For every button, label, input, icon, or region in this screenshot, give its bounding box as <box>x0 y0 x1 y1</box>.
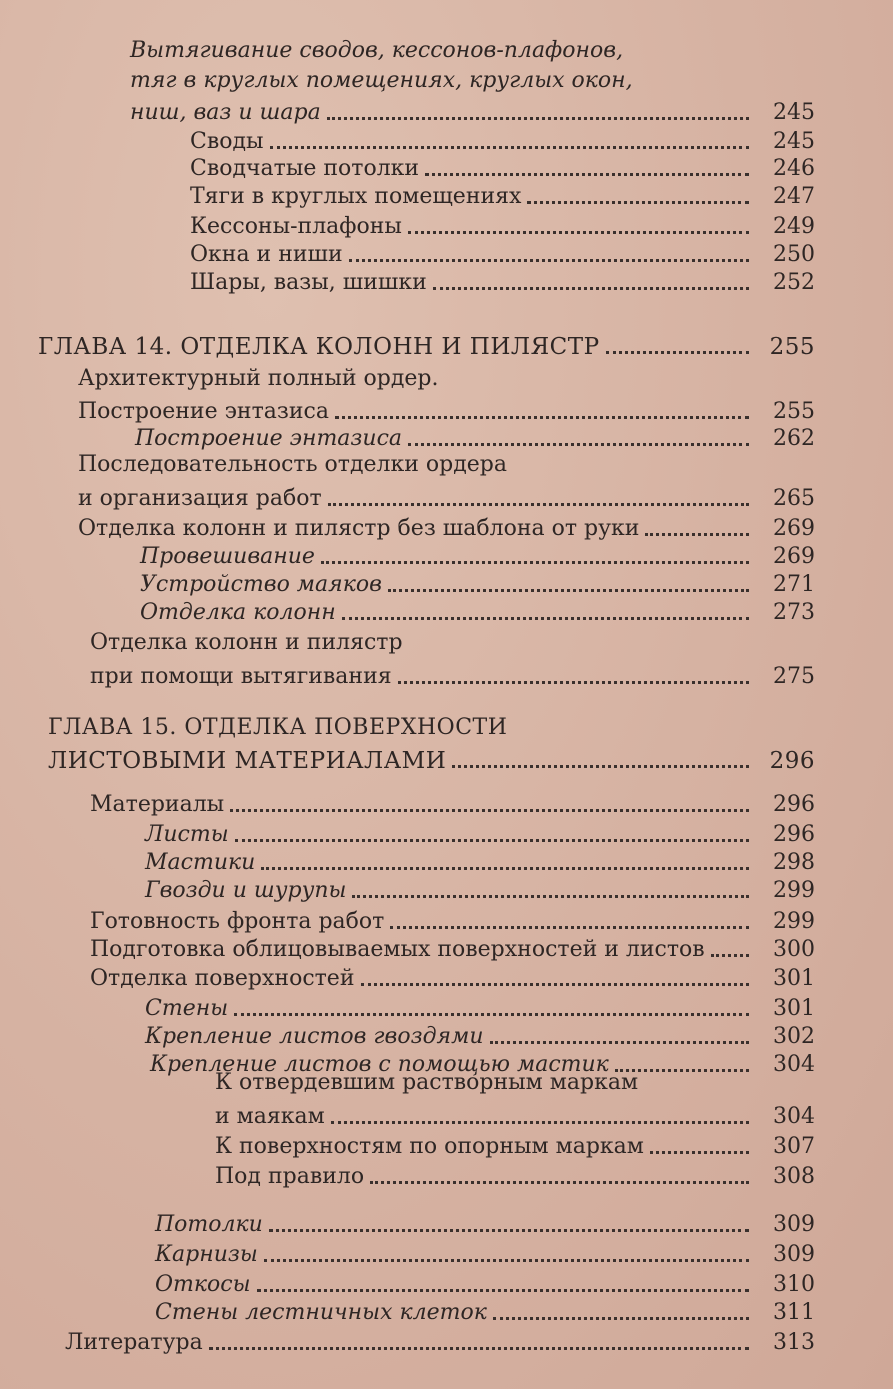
toc-entry[interactable] <box>145 992 815 1022</box>
toc-entry[interactable] <box>78 482 815 512</box>
toc-entry-title: Готовность фронта работ <box>90 909 385 934</box>
dot-leader <box>425 173 749 176</box>
toc-entry[interactable] <box>145 874 815 904</box>
toc-entry[interactable] <box>145 846 815 876</box>
toc-entry[interactable] <box>90 905 815 935</box>
toc-entry-title: Карнизы <box>155 1242 258 1267</box>
toc-entry-title: Крепление листов гвоздями <box>145 1024 484 1049</box>
dot-leader <box>234 1013 749 1016</box>
toc-entry-title: Литература <box>65 1330 203 1355</box>
toc-entry[interactable] <box>90 788 815 818</box>
toc-entry[interactable] <box>155 1296 815 1326</box>
toc-entry-page-number: 300 <box>773 937 815 962</box>
toc-entry[interactable] <box>140 596 815 626</box>
toc-entry[interactable] <box>190 180 815 210</box>
toc-entry-page-number: 304 <box>773 1104 815 1129</box>
toc-entry-title: Потолки <box>155 1212 263 1237</box>
toc-entry-page-number: 309 <box>773 1242 815 1267</box>
toc-entry[interactable] <box>90 933 815 963</box>
toc-entry[interactable] <box>140 540 815 570</box>
toc-entry-page-number: 310 <box>773 1272 815 1297</box>
toc-entry-page-number: 299 <box>773 909 815 934</box>
dot-leader <box>433 287 749 290</box>
toc-line: К отвердевшим растворным маркам <box>215 1070 639 1095</box>
toc-entry-title: Откосы <box>155 1272 251 1297</box>
dot-leader <box>209 1347 749 1350</box>
toc-entry[interactable] <box>190 266 815 296</box>
toc-entry[interactable] <box>145 1020 815 1050</box>
dot-leader <box>645 533 749 536</box>
toc-entry-title: Тяги в круглых помещениях <box>190 184 522 209</box>
toc-entry-page-number: 296 <box>773 792 815 817</box>
dot-leader <box>650 1151 749 1154</box>
dot-leader <box>490 1041 750 1044</box>
toc-entry-title: Провешивание <box>140 544 315 569</box>
dot-leader <box>335 416 749 419</box>
dot-leader <box>527 201 749 204</box>
toc-entry-title: Построение энтазиса <box>78 399 329 424</box>
dot-leader <box>615 1069 749 1072</box>
toc-entry-page-number: 250 <box>773 242 815 267</box>
dot-leader <box>606 351 749 354</box>
toc-entry-page-number: 311 <box>773 1300 815 1325</box>
toc-entry-page-number: 269 <box>773 516 815 541</box>
toc-entry-title: при помощи вытягивания <box>90 664 392 689</box>
dot-leader <box>408 443 749 446</box>
toc-entry[interactable] <box>140 568 815 598</box>
toc-entry-title: К поверхностям по опорным маркам <box>215 1134 644 1159</box>
toc-entry[interactable] <box>78 395 815 425</box>
dot-leader <box>398 681 749 684</box>
toc-entry-title: ЛИСТОВЫМИ МАТЕРИАЛАМИ <box>48 748 447 774</box>
toc-entry[interactable] <box>155 1268 815 1298</box>
toc-entry[interactable] <box>190 125 815 155</box>
toc-entry-page-number: 299 <box>773 878 815 903</box>
toc-entry-title: Мастики <box>145 850 256 875</box>
toc-entry[interactable] <box>215 1100 815 1130</box>
dot-leader <box>388 589 749 592</box>
toc-entry-page-number: 262 <box>773 426 815 451</box>
toc-entry-title: Отделка поверхностей <box>90 966 355 991</box>
toc-line: Архитектурный полный ордер. <box>78 366 439 391</box>
dot-leader <box>264 1259 749 1262</box>
toc-entry-page-number: 269 <box>773 544 815 569</box>
toc-entry-page-number: 308 <box>773 1164 815 1189</box>
dot-leader <box>269 1229 749 1232</box>
toc-entry-page-number: 265 <box>773 486 815 511</box>
dot-leader <box>342 617 749 620</box>
toc-entry-page-number: 296 <box>773 822 815 847</box>
toc-entry-page-number: 298 <box>773 850 815 875</box>
toc-entry-title: Отделка колонн <box>140 600 336 625</box>
toc-entry-title: Окна и ниши <box>190 242 343 267</box>
toc-entry-page-number: 307 <box>773 1134 815 1159</box>
toc-entry[interactable] <box>78 512 815 542</box>
toc-entry-page-number: 271 <box>773 572 815 597</box>
toc-entry-title: Листы <box>145 822 229 847</box>
toc-entry[interactable] <box>38 330 815 360</box>
toc-line: ГЛАВА 15. ОТДЕЛКА ПОВЕРХНОСТИ <box>48 715 508 740</box>
toc-entry-page-number: 255 <box>769 334 815 360</box>
dot-leader <box>349 259 749 262</box>
toc-entry-page-number: 313 <box>773 1330 815 1355</box>
toc-entry-title: Подготовка облицовываемых поверхностей и листов <box>90 937 705 962</box>
toc-entry[interactable] <box>215 1130 815 1160</box>
toc-line: Отделка колонн и пилястр <box>90 630 403 655</box>
dot-leader <box>235 839 749 842</box>
toc-entry[interactable] <box>155 1238 815 1268</box>
toc-entry-title: Сводчатые потолки <box>190 156 420 181</box>
toc-entry-page-number: 309 <box>773 1212 815 1237</box>
toc-entry-title: Своды <box>190 129 264 154</box>
dot-leader <box>230 809 749 812</box>
toc-entry-page-number: 247 <box>773 184 815 209</box>
dot-leader <box>452 765 749 768</box>
toc-entry[interactable] <box>48 744 815 774</box>
dot-leader <box>270 146 749 149</box>
toc-entry-page-number: 246 <box>773 156 815 181</box>
toc-entry[interactable] <box>155 1208 815 1238</box>
toc-entry-title: Стены <box>145 996 229 1021</box>
toc-entry-title: Отделка колонн и пилястр без шаблона от руки <box>78 516 640 541</box>
toc-entry[interactable] <box>135 422 815 452</box>
toc-entry-page-number: 301 <box>773 996 815 1021</box>
toc-entry-title: Крепление листов с помощью мастик <box>150 1052 609 1077</box>
toc-entry-page-number: 245 <box>773 129 815 154</box>
toc-entry-page-number: 273 <box>773 600 815 625</box>
toc-entry-page-number: 304 <box>773 1052 815 1077</box>
dot-leader <box>390 926 749 929</box>
toc-entry-title: Шары, вазы, шишки <box>190 270 427 295</box>
toc-line: тяг в круглых помещениях, круглых окон, <box>130 68 633 93</box>
toc-entry[interactable] <box>65 1326 815 1356</box>
toc-entry[interactable] <box>150 1048 815 1078</box>
toc-entry[interactable] <box>215 1160 815 1190</box>
toc-entry-title: Устройство маяков <box>140 572 382 597</box>
toc-entry[interactable] <box>90 962 815 992</box>
toc-line: Вытягивание сводов, кессонов-плафонов, <box>130 38 624 63</box>
toc-entry[interactable] <box>145 818 815 848</box>
dot-leader <box>321 561 749 564</box>
toc-entry[interactable] <box>190 152 815 182</box>
toc-entry-page-number: 255 <box>773 399 815 424</box>
toc-entry-title: ГЛАВА 14. ОТДЕЛКА КОЛОНН И ПИЛЯСТР <box>38 334 600 360</box>
toc-entry[interactable] <box>190 210 815 240</box>
dot-leader <box>327 117 749 120</box>
dot-leader <box>331 1121 749 1124</box>
toc-entry-page-number: 302 <box>773 1024 815 1049</box>
toc-entry-page-number: 296 <box>769 748 815 774</box>
toc-entry-title: Построение энтазиса <box>135 426 403 451</box>
toc-entry-page-number: 275 <box>773 664 815 689</box>
dot-leader <box>711 954 749 957</box>
toc-entry-title: и маякам <box>215 1104 325 1129</box>
toc-entry[interactable] <box>90 660 815 690</box>
toc-entry-title: Под правило <box>215 1164 365 1189</box>
toc-entry-title: Материалы <box>90 792 225 817</box>
toc-entry-page-number: 301 <box>773 966 815 991</box>
toc-entry-title: и организация работ <box>78 486 322 511</box>
dot-leader <box>257 1289 749 1292</box>
toc-entry-title: Гвозди и шурупы <box>145 878 347 903</box>
toc-entry-page-number: 245 <box>773 100 815 125</box>
toc-entry-page-number: 249 <box>773 214 815 239</box>
toc-entry-page-number: 252 <box>773 270 815 295</box>
dot-leader <box>361 983 750 986</box>
dot-leader <box>370 1181 749 1184</box>
toc-entry[interactable] <box>130 96 815 126</box>
dot-leader <box>261 867 749 870</box>
dot-leader <box>493 1317 749 1320</box>
dot-leader <box>328 503 749 506</box>
toc-entry-title: Стены лестничных клеток <box>155 1300 487 1325</box>
dot-leader <box>352 895 749 898</box>
toc-entry-title: Кессоны-плафоны <box>190 214 402 239</box>
dot-leader <box>408 231 749 234</box>
toc-entry-title: ниш, ваз и шара <box>130 100 321 125</box>
toc-line: Последовательность отделки ордера <box>78 452 508 477</box>
toc-entry[interactable] <box>190 238 815 268</box>
